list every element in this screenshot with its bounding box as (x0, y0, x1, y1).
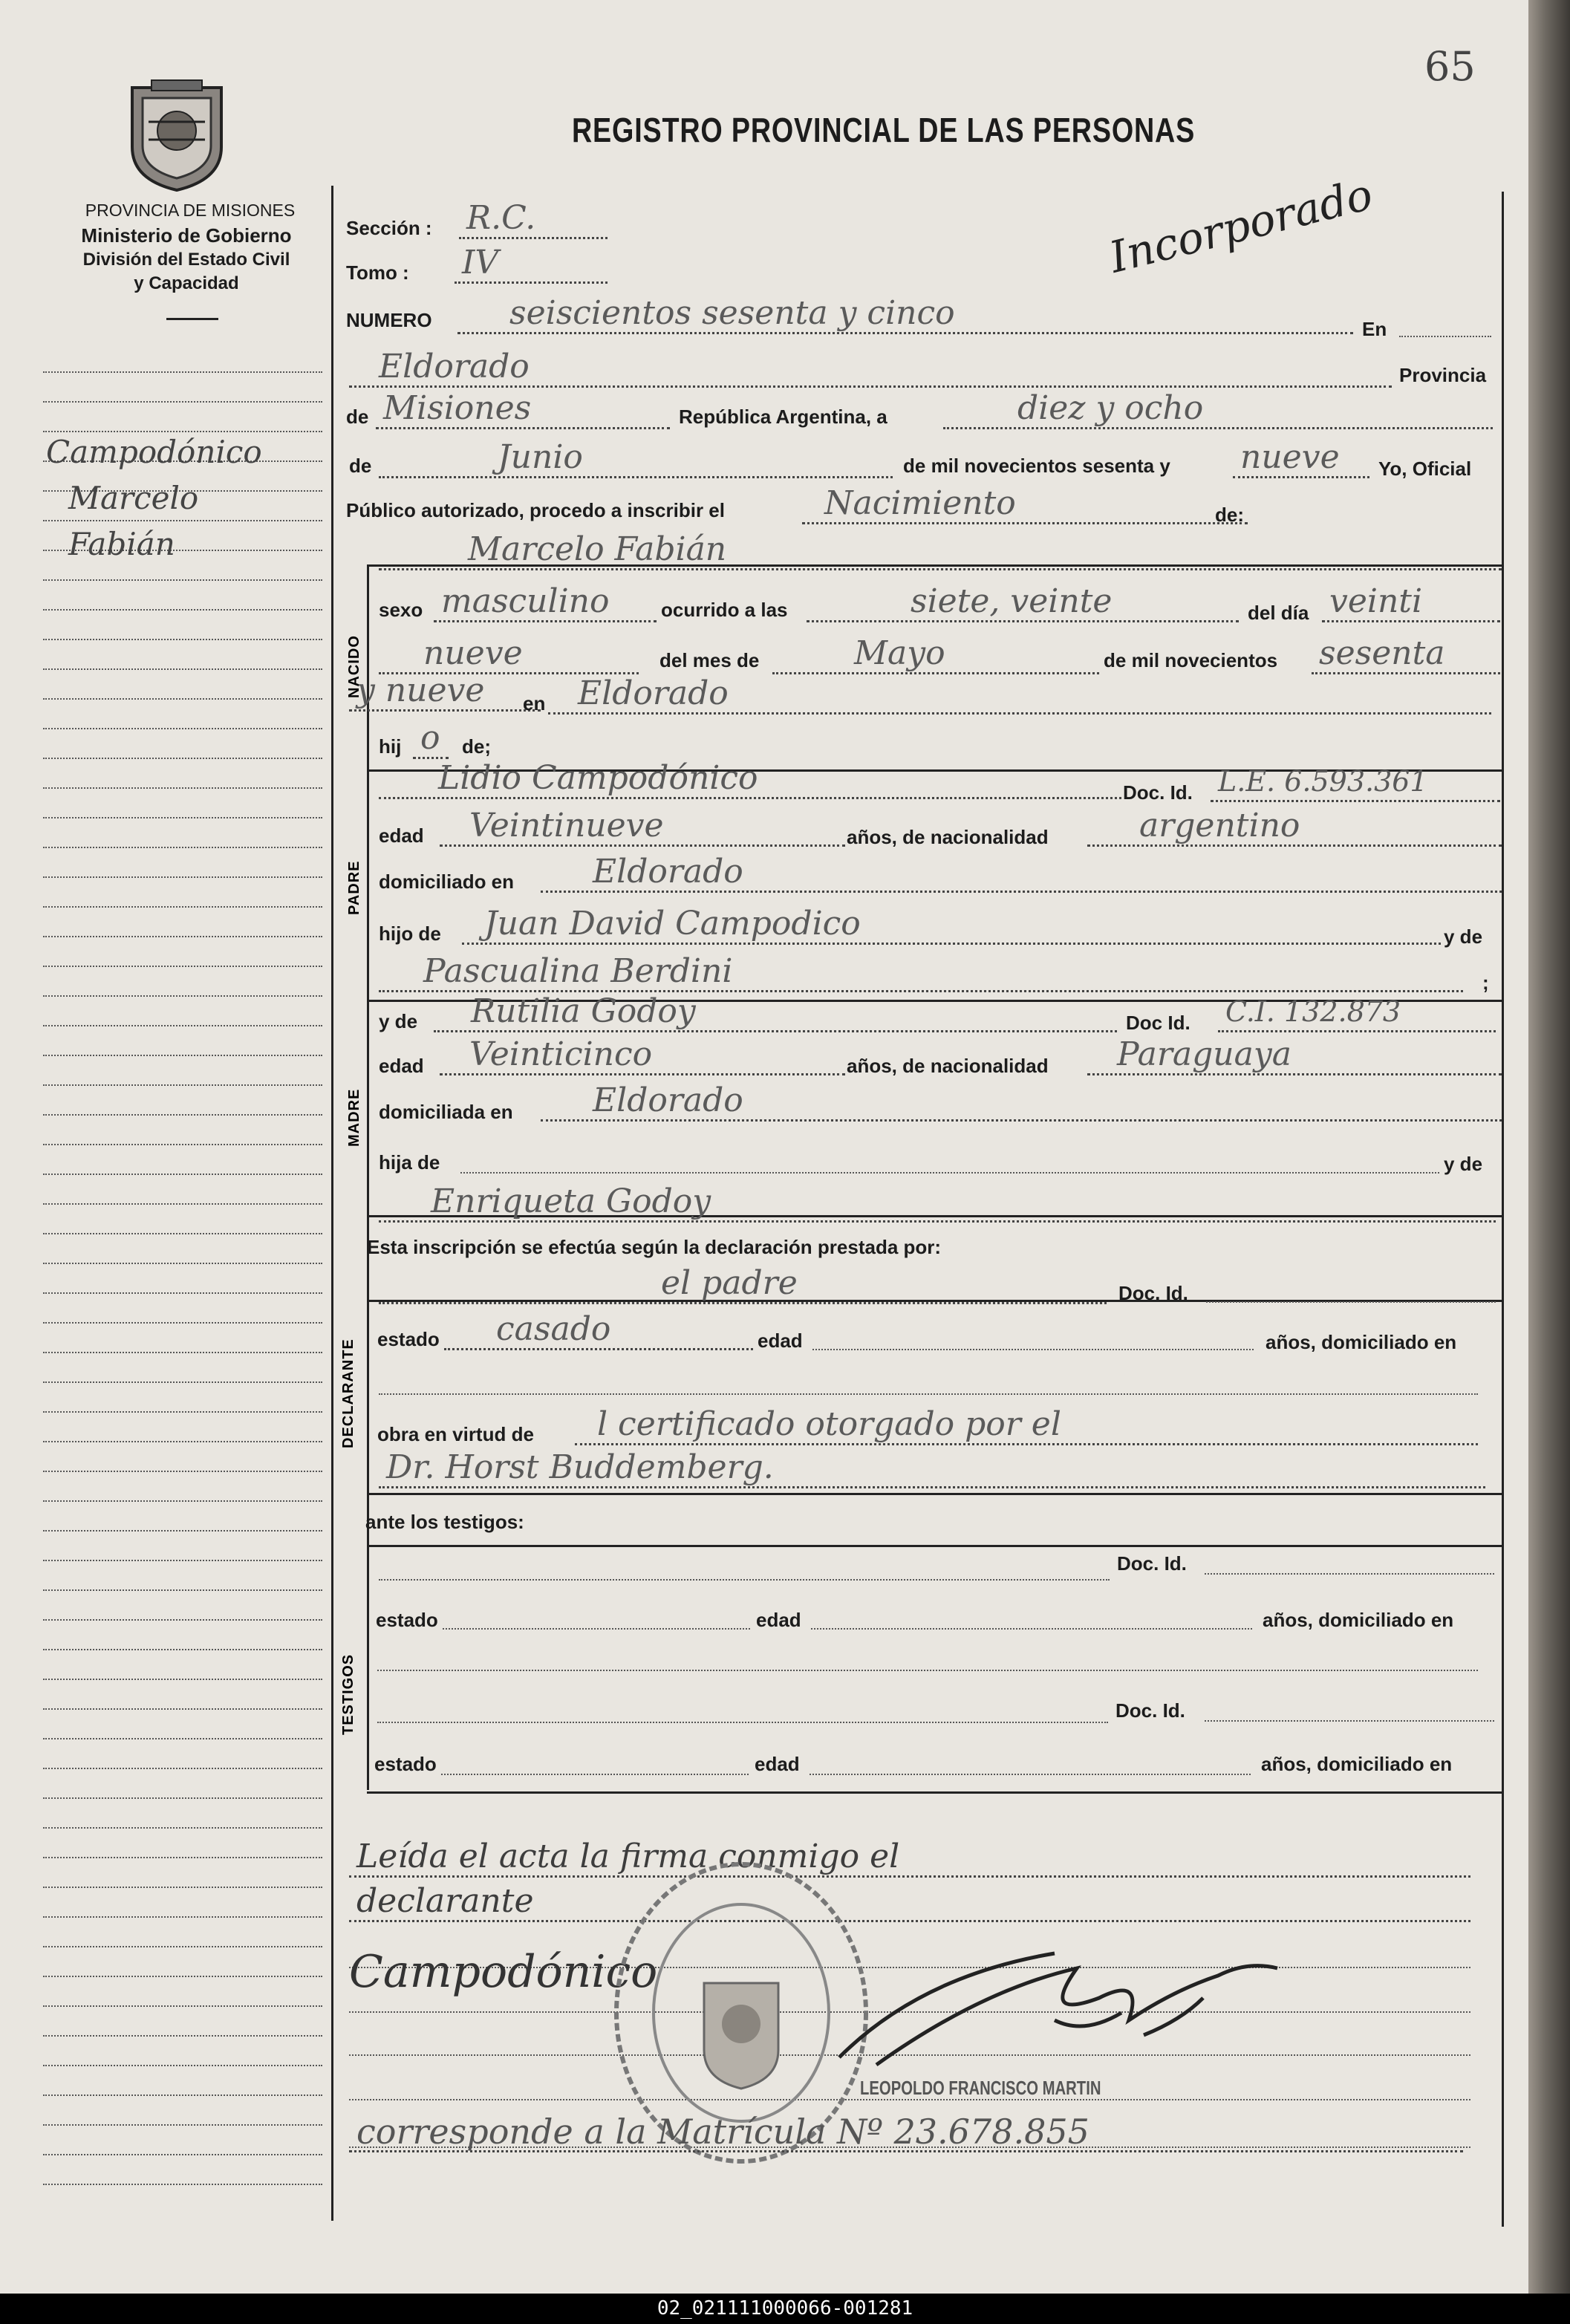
abuela-pat-value: Pascualina Berdini (423, 952, 733, 990)
yo-oficial-label: Yo, Oficial (1378, 458, 1472, 480)
seccion-value: R.C. (466, 199, 536, 237)
madre-nac-value: Paraguaya (1117, 1035, 1291, 1073)
anos-nac-label: años, de nacionalidad (847, 826, 1049, 848)
anos-dom-label: años, domiciliado en (1266, 1331, 1457, 1353)
testigo1-edad-label: edad (756, 1609, 801, 1631)
obra1-value: l certificado otorgado por el (597, 1405, 1061, 1443)
madre-nombre-value: Rutilia Godoy (471, 992, 696, 1030)
testigo1-doc-label: Doc. Id. (1117, 1552, 1187, 1575)
republica-label: República Argentina, a (679, 406, 887, 428)
abuela-mat-value: Enriqueta Godoy (431, 1182, 711, 1220)
testigo1-dom-label: años, domiciliado en (1263, 1609, 1454, 1631)
padre-nac-field (1087, 807, 1502, 847)
edad-decl-label: edad (758, 1329, 803, 1352)
del-dia-label: del día (1248, 602, 1309, 624)
margin-note-surname: Campodónico (46, 434, 262, 470)
closing-line1 (349, 1833, 1470, 1878)
header-ministry: Ministerio de Gobierno (81, 224, 292, 247)
dia-nac2-value: nueve (423, 634, 523, 672)
hijo-de-label: hijo de (379, 922, 441, 945)
official-signature (832, 1931, 1292, 2080)
padre-edad-value: Veintinueve (469, 807, 664, 844)
anio-nac2-field (349, 671, 541, 712)
section-nacido: NACIDO (346, 635, 362, 698)
testigo2-dom-label: años, domiciliado en (1261, 1753, 1453, 1775)
madre-nombre-field (434, 992, 1117, 1032)
incorporado-scrawl: Incorporado (1104, 169, 1378, 283)
en-label: En (1362, 318, 1387, 340)
estado-label: estado (377, 1328, 440, 1350)
anio-value: nueve (1240, 438, 1340, 476)
hija-de-label: hija de (379, 1151, 440, 1174)
page-number: 65 (1424, 43, 1476, 90)
mil-nov2-label: de mil novecientos (1104, 649, 1278, 671)
de3-label: de: (1215, 504, 1244, 526)
sexo-field (434, 582, 657, 622)
lugar-value: Eldorado (379, 348, 530, 385)
mil-nov-label: de mil novecientos sesenta y (903, 455, 1170, 477)
file-id-footer: 02_021111000066-001281 (0, 2294, 1570, 2324)
hijo-letra-field (413, 719, 449, 759)
abuela-pat-field (379, 951, 1463, 992)
declarante-field (379, 1263, 1107, 1304)
mes-nac-value: Mayo (854, 634, 945, 672)
closing-line1-value: Leída el acta la firma conmigo el (356, 1838, 900, 1875)
declarante-value: el padre (661, 1264, 798, 1302)
obra1-field (575, 1402, 1478, 1445)
book-spine (1528, 0, 1570, 2294)
y-de-label: y de (1444, 925, 1483, 948)
frame-testigos-top (367, 1545, 1503, 1547)
header-division: División del Estado Civil (82, 250, 290, 270)
section-madre: MADRE (346, 1088, 362, 1147)
madre-dom-value: Eldorado (593, 1081, 743, 1119)
anio-field (1233, 438, 1369, 478)
tomo-field (455, 244, 608, 284)
nombre-value: Marcelo Fabián (468, 530, 727, 568)
madre-doc-value: C.I. 132.873 (1225, 995, 1401, 1028)
seccion-field (459, 199, 608, 239)
acto-field (802, 484, 1248, 524)
obra2-value: Dr. Horst Buddemberg. (386, 1448, 774, 1486)
mes-value: Junio (498, 438, 583, 476)
mes-field (379, 438, 893, 478)
dia-value: diez y ocho (1017, 389, 1204, 427)
de2-label: de (349, 455, 372, 477)
sexo-value: masculino (441, 582, 610, 620)
declarant-signature: Campodónico (349, 1946, 658, 1998)
frame-declarante-bottom (367, 1493, 1503, 1495)
de-label: de (346, 406, 369, 428)
hijo-letra-value: o (420, 719, 440, 757)
domiciliada-en-label: domiciliada en (379, 1101, 513, 1123)
de-punto-label: de; (462, 735, 491, 758)
domiciliado-en-label: domiciliado en (379, 870, 515, 893)
decl-estado-field (444, 1310, 753, 1350)
hij-label: hij (379, 735, 402, 758)
seccion-label: Sección : (346, 217, 432, 239)
lugar-nac-field (548, 674, 1491, 715)
semicolon-label: ; (1482, 971, 1489, 994)
del-mes-label: del mes de (659, 649, 760, 671)
numero-value: seiscientos sesenta y cinco (509, 294, 955, 332)
header-rule (166, 318, 218, 320)
abuelo-pat-field (462, 903, 1441, 945)
padre-dom-value: Eldorado (593, 853, 743, 891)
anio-nac-value: sesenta (1319, 634, 1445, 672)
dia-nac2-field (379, 634, 639, 674)
tomo-label: Tomo : (346, 261, 409, 284)
dia-nac-value: veinti (1329, 582, 1423, 620)
matricula-value: corresponde a la Matrícula Nº 23.678.855 (356, 2112, 1089, 2152)
margin-note-name: Marcelo (68, 480, 199, 516)
dia-field (943, 389, 1493, 429)
ocurrido-label: ocurrido a las (661, 599, 788, 621)
y-de2-label: y de (379, 1010, 418, 1032)
padre-nombre-value: Lidio Campodónico (438, 759, 758, 797)
hora-value: siete, veinte (911, 582, 1113, 620)
abuela-mat-field (379, 1181, 1496, 1223)
matricula-line (349, 2105, 1463, 2152)
margin-note-name2: Fabián (68, 526, 175, 562)
provincia-field (376, 389, 670, 429)
en2-label: en (523, 692, 546, 715)
section-padre: PADRE (346, 860, 362, 915)
edad-madre-label: edad (379, 1055, 424, 1077)
madre-edad-value: Veinticinco (469, 1035, 653, 1073)
lugar-nac-value: Eldorado (578, 674, 729, 712)
padre-dom-field (541, 853, 1502, 893)
doc-id2-label: Doc Id. (1126, 1012, 1190, 1034)
mes-nac-field (772, 634, 1099, 674)
numero-field (457, 294, 1353, 334)
coat-of-arms-emblem (126, 79, 227, 192)
obra2-field (379, 1445, 1485, 1488)
edad-label: edad (379, 824, 424, 847)
tomo-value: IV (462, 244, 499, 281)
decl-estado-value: casado (496, 1310, 611, 1348)
provincia-label: Provincia (1399, 364, 1487, 386)
doc-id-decl-label: Doc. Id. (1118, 1282, 1188, 1304)
anio-nac2-value: y nueve (356, 671, 485, 709)
official-stamp-name: LEOPOLDO FRANCISCO MARTIN (860, 2077, 1101, 2099)
madre-nac-field (1087, 1035, 1502, 1075)
padre-nac-value: argentino (1139, 807, 1300, 844)
header-capacidad: y Capacidad (134, 273, 239, 293)
padre-edad-field (440, 807, 845, 847)
testigo2-edad-label: edad (755, 1753, 800, 1775)
madre-edad-field (440, 1035, 845, 1075)
padre-doc-field (1211, 762, 1500, 802)
doc-id-label: Doc. Id. (1123, 781, 1193, 804)
frame-testigos-bottom (367, 1791, 1503, 1794)
abuelo-pat-value: Juan David Campodico (484, 905, 861, 943)
closing-line2 (349, 1878, 1470, 1922)
publico-label: Público autorizado, procedo a inscribir el (346, 499, 725, 521)
testigo2-estado-label: estado (374, 1753, 437, 1775)
lugar-field (349, 339, 1392, 388)
numero-label: NUMERO (346, 309, 432, 331)
madre-dom-field (541, 1081, 1502, 1122)
padre-nombre-field (379, 759, 1121, 799)
section-declarante: DECLARANTE (340, 1338, 356, 1448)
header-province: PROVINCIA DE MISIONES (85, 201, 296, 220)
madre-doc-field (1218, 992, 1496, 1032)
ante-testigos-label: ante los testigos: (365, 1511, 524, 1533)
nombre-field (379, 529, 1502, 570)
page-title: REGISTRO PROVINCIAL DE LAS PERSONAS (572, 111, 1196, 149)
closing-line2-value: declarante (356, 1882, 534, 1920)
hora-field (807, 582, 1239, 622)
anos-nac-madre-label: años, de nacionalidad (847, 1055, 1049, 1077)
dia-nac-field (1322, 582, 1500, 622)
obra-label: obra en virtud de (377, 1423, 534, 1445)
y-de-madre-label: y de (1444, 1153, 1483, 1175)
right-frame-line (1502, 192, 1504, 2227)
inscripcion-label: Esta inscripción se efectúa según la declaración prestada por: (367, 1236, 942, 1258)
padre-doc-value: L.E. 6.593.361 (1218, 765, 1428, 798)
testigo1-estado-label: estado (376, 1609, 438, 1631)
testigo2-doc-label: Doc. Id. (1115, 1699, 1185, 1722)
margin-divider (331, 186, 333, 2221)
acto-value: Nacimiento (824, 484, 1016, 522)
anio-nac-field (1312, 634, 1500, 674)
section-testigos: TESTIGOS (340, 1653, 356, 1735)
provincia-value: Misiones (383, 389, 532, 427)
sexo-label: sexo (379, 599, 423, 621)
